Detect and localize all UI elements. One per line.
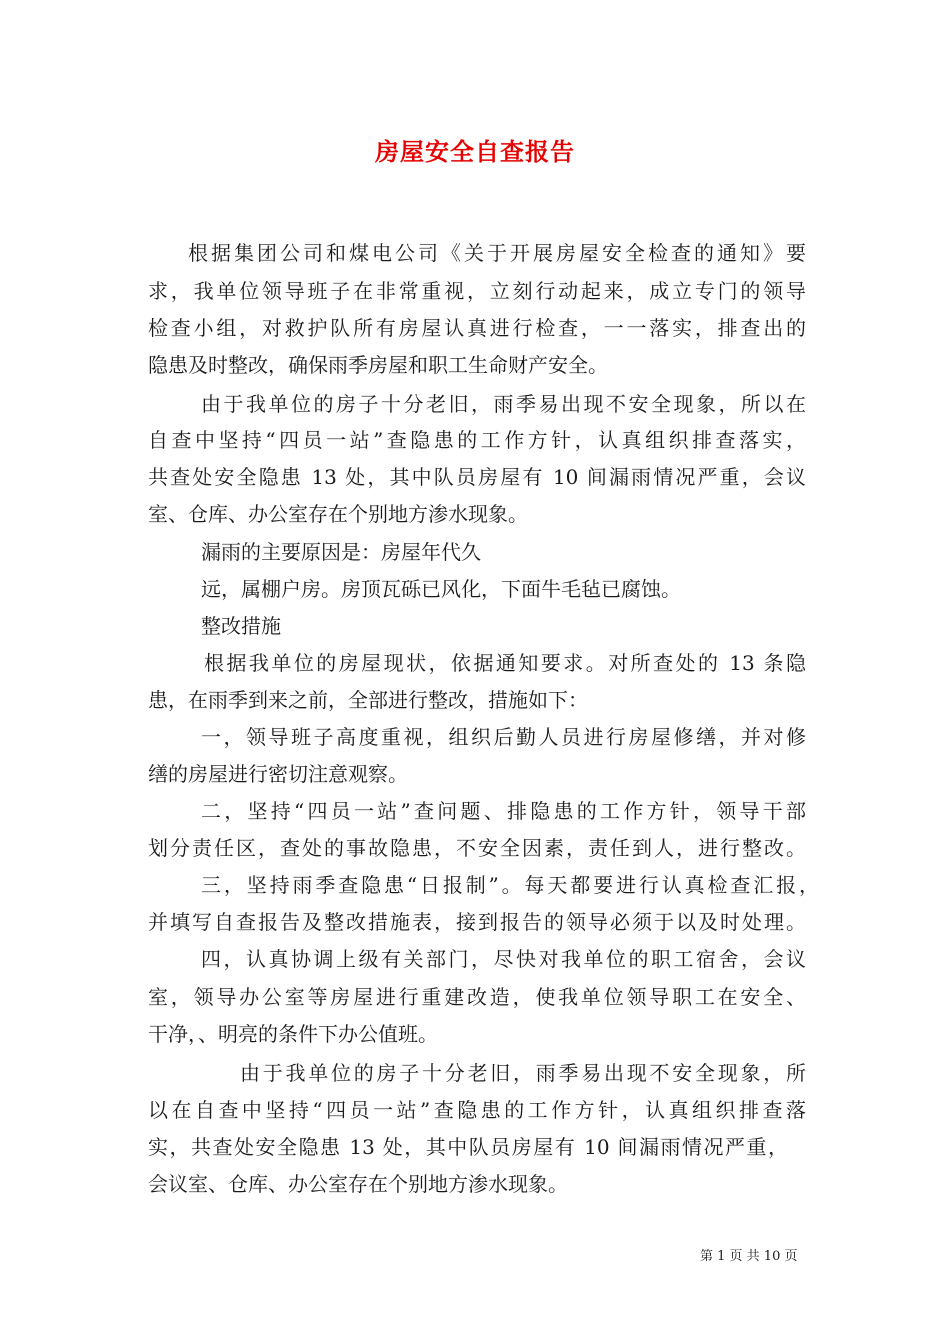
text-line: 划分责任区，查处的事故隐患，不安全因素，责任到人，进行整改。	[148, 836, 806, 860]
text-line: 漏雨的主要原因是：房屋年代久	[201, 540, 481, 564]
text-line: 一，领导班子高度重视，组织后勤人员进行房屋修缮，并对修	[201, 725, 806, 749]
text-line: 根据集团公司和煤电公司《关于开展房屋安全检查的通知》要	[188, 241, 806, 265]
text-line: 三，坚持雨季查隐患“日报制”。每天都要进行认真检查汇报，	[201, 873, 819, 897]
text-line: 远，属棚户房。房顶瓦砾已风化，下面牛毛毡已腐蚀。	[201, 577, 681, 601]
text-line: 实，共查处安全隐患 13 处，其中队员房屋有 10 间漏雨情况严重，	[148, 1135, 788, 1159]
text-line: 自查中坚持“四员一站”查隐患的工作方针，认真组织排查落实，	[148, 428, 806, 452]
text-line: 检查小组，对救护队所有房屋认真进行检查，一一落实，排查出的	[148, 316, 806, 340]
text-line: 以在自查中坚持“四员一站”查隐患的工作方针，认真组织排查落	[148, 1098, 806, 1122]
text-line: 二，坚持“四员一站”查问题、排隐患的工作方针，领导干部	[201, 799, 806, 823]
text-line: 缮的房屋进行密切注意观察。	[148, 762, 408, 786]
text-line: 根据我单位的房屋现状，依据通知要求。对所查处的 13 条隐	[204, 651, 806, 675]
text-line: 并填写自查报告及整改措施表，接到报告的领导必须于以及时处理。	[148, 910, 806, 934]
text-line: 会议室、仓库、办公室存在个别地方渗水现象。	[148, 1172, 568, 1196]
page-number: 第 1 页 共 10 页	[700, 1249, 798, 1264]
text-line: 共查处安全隐患 13 处，其中队员房屋有 10 间漏雨情况严重，会议	[148, 465, 806, 489]
text-line: 室，领导办公室等房屋进行重建改造，使我单位领导职工在安全、	[148, 985, 806, 1009]
text-line: 由于我单位的房子十分老旧，雨季易出现不安全现象，所	[240, 1061, 806, 1085]
text-line: 患，在雨季到来之前，全部进行整改，措施如下：	[148, 688, 588, 712]
text-line: 由于我单位的房子十分老旧，雨季易出现不安全现象，所以在	[201, 392, 806, 416]
text-line: 隐患及时整改，确保雨季房屋和职工生命财产安全。	[148, 353, 608, 377]
text-line: 四，认真协调上级有关部门，尽快对我单位的职工宿舍，会议	[201, 947, 806, 971]
document-title: 房屋安全自查报告	[375, 137, 575, 166]
text-line: 干净，、明亮的条件下办公值班。	[148, 1022, 438, 1046]
section-heading: 整改措施	[201, 614, 281, 638]
text-line: 求，我单位领导班子在非常重视，立刻行动起来，成立专门的领导	[148, 279, 806, 303]
text-line: 室、仓库、办公室存在个别地方渗水现象。	[148, 502, 528, 526]
